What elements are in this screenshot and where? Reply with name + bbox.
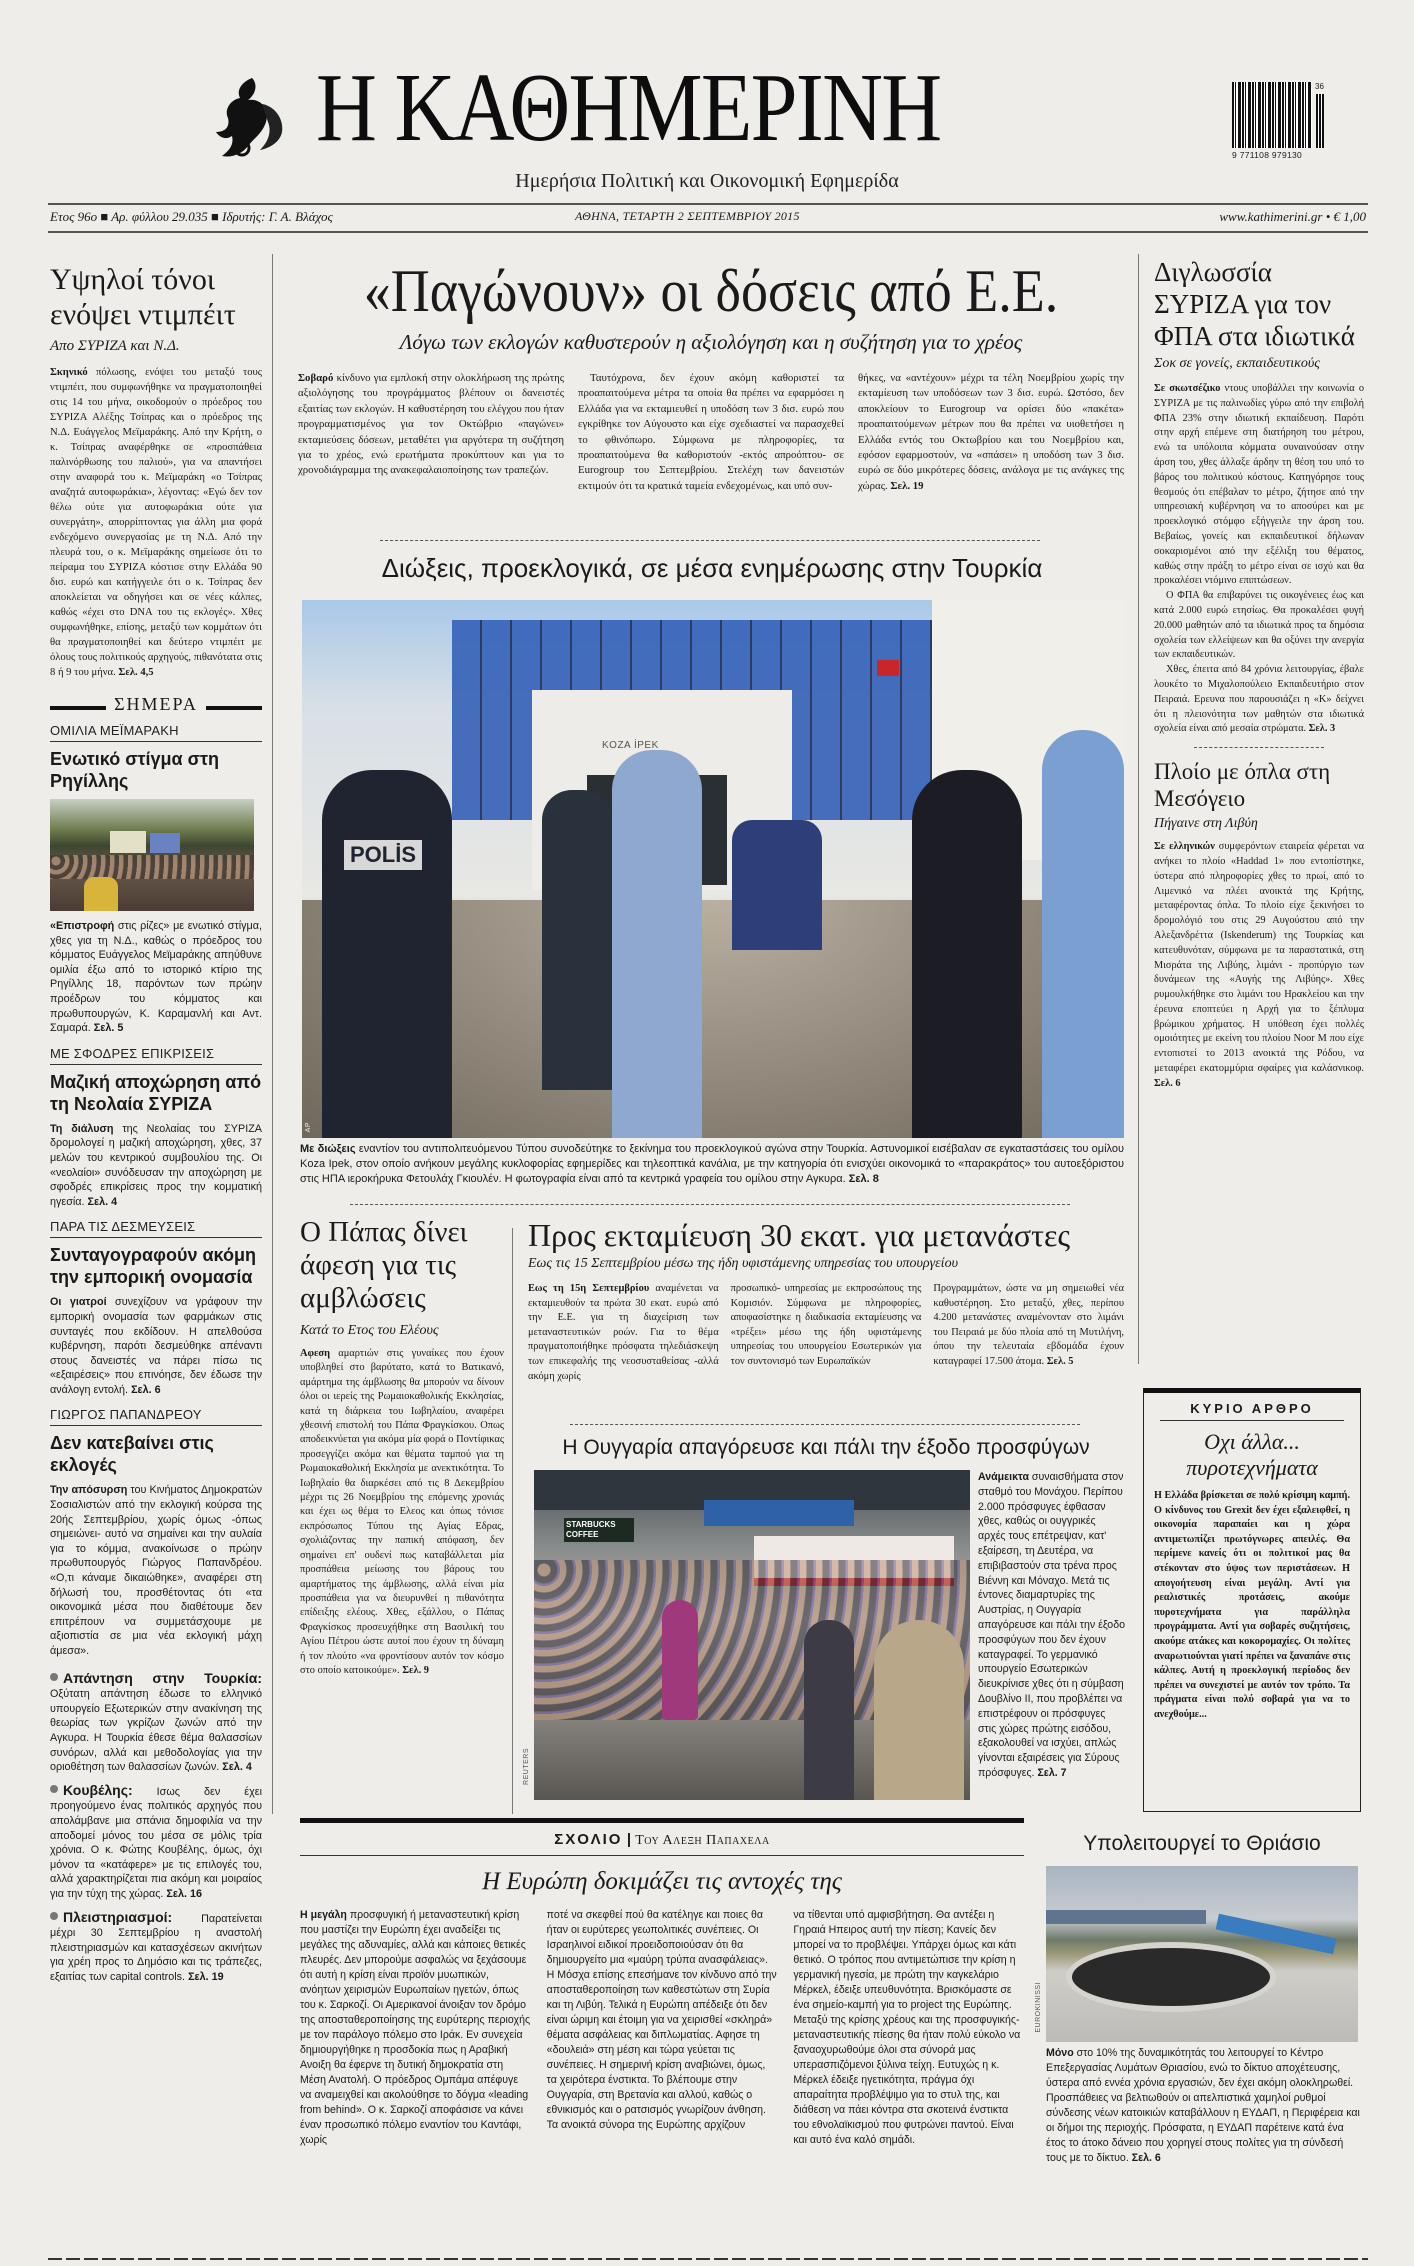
lead-word: «Επιστροφή	[50, 920, 115, 932]
today-item-body	[50, 1483, 262, 1658]
bullet-item	[50, 1783, 262, 1902]
today-item-body	[50, 919, 262, 1036]
comment-top-rule	[300, 1818, 1024, 1823]
lead-story-left	[50, 262, 262, 680]
hungary-body	[978, 1470, 1126, 1781]
today-title: ΣΗΜΕΡΑ	[114, 694, 198, 714]
info-bar-top-rule	[48, 203, 1368, 205]
migrants-divider	[570, 1424, 1080, 1425]
editorial-label: ΚΥΡΙΟ ΑΡΘΡΟ	[1160, 1401, 1344, 1421]
page-ref[interactable]: Σελ. 16	[166, 1887, 203, 1900]
migrants-story	[528, 1216, 1124, 1384]
man-dark-tshirt	[804, 1620, 854, 1800]
body-text: εναντίον του αντιπολιτευόμενου Τύπου συνοδεύτηκε το ξεκίνημα του προεκλογικού αγώνα στην Τουρκία. Αστυνομικοί εισέβαλαν σε εγκαταστάσεις του ομίλου Koza Ipek, στον οποίο ανήκουν μεγάλης κυκλοφορίας εφημερίδες και τηλεοπτικά κανάλια, με την κατηγορία ότι ενισχύει οικονομικά το «παρακράτος» του αυτοεξόριστου στις ΗΠΑ ιεροκήρυκα Φετουλάχ Γκιουλέν. Η φωτογραφία είναι από τα κεντρικά γραφεία του ομίλου στην Αγκυρα.	[300, 1143, 1124, 1185]
lead-word: Η μεγάλη	[300, 1909, 347, 1921]
bullet-title: Απάντηση στην Τουρκία:	[63, 1669, 262, 1686]
turkish-flag-icon	[877, 660, 899, 676]
column-rule-left	[272, 254, 273, 1814]
body-text: στο 10% της δυναμικότητάς του λειτουργεί το Κέντρο Επεξεργασίας Λυμάτων Θριασίου, ενώ το δίκτυο αποχέτευσης, ύστερα από εννέα χρόνια εργασιών, δεν έχει ακόμη ολοκληρωθεί. Προσπάθειες να βελτιωθούν οι απελπιστικά χαμηλοί ρυθμοί σύνδεσης νέων κατοικιών καταβάλλουν η ΕΥΔΑΠ, η Περιφέρεια και οι δήμοι της περιοχής. Πρόσφατα, η ΕΥΔΑΠ παρέτεινε κατά ένα έτος το άτοκο δάνειο που χορηγεί στους πολίτες για τη σύνδεσή τους με το δίκτυο.	[1046, 2047, 1360, 2164]
body-text: της Νεολαίας του ΣΥΡΙΖΑ δρομολογεί η μαζική αποχώρηση, χθες, 37 μελών του κεντρικού συμβουλίου της. Οι «νεολαίοι» συνόδευσαν την αποχώρηση με σφοδρές επικρίσεις προς την κομματική ηγεσία.	[50, 1122, 262, 1208]
lead-story-left-headline[interactable]: Υψηλοί τόνοι ενόψει ντιμπέιτ	[50, 263, 236, 331]
today-item	[50, 1407, 262, 1658]
today-item	[50, 723, 262, 1036]
comment-headline[interactable]: Η Ευρώπη δοκιμάζει τις αντοχές της	[482, 1868, 842, 1895]
comment-col-3	[793, 1908, 1024, 2148]
migrants-body	[528, 1282, 1124, 1384]
body-text: Οξύτατη απάντηση έδωσε το ελληνικό υπουργείο Εξωτερικών στην ανακίνηση της θεωρίας των γκρίζων ζωνών από την Αγκυρα. Η Τουρκία έθεσε θέμα θαλασσίων συνόρων, αλλά και μεθοδολογίας για την οριοθέτηση των θαλασσίων ζωνών.	[50, 1688, 262, 1774]
turkey-caption	[300, 1142, 1124, 1187]
polis-vest-label: POLİS	[344, 840, 422, 870]
body-text: του Κινήματος Δημοκρατών Σοσιαλιστών από την εκλογική κούρσα της 20ής Σεπτεμβρίου, χωρίς όμως -όπως σημειώνει- αυτό να σημαίνει και την αυλαία για το κόμμα, ανακοίνωσε ο πρώην πρωθυπουργός Γιώργος Παπανδρέου. «Ο,τι κάναμε δικαιώθηκε», αναφέρει στη δήλωσή του, προσθέτοντας ότι «τα οικονομικά μέσα που διαθέτουμε δεν επιτρέπουν να συμμετάσχουμε με αξιοπιστία σε μια νέα εκλογική μάχη άμεσα».	[50, 1484, 262, 1657]
body-text: ντους υποβάλλει την κοινωνία ο ΣΥΡΙΖΑ με τις παλινωδίες γύρω από την επιβολή ΦΠΑ 23% στην ιδιωτική εκπαίδευση. Παρότι στην αρχή επέμενε στη διατήρηση του μέτρου, ενώ τα υπόλοιπα κόμματα συναινούσαν στην άρση του, χθες άλλαξε άρδην τη θέση του υπό το βάρος του πολιτικού κόστους. Κατηγόρησε τους θεσμούς ότι επέβαλαν το μέτρο, ζήτησε από την υπηρεσιακή κυβέρνηση να το αποσύρει και με προεκλογικό στόμφο εξήγγειλε την άρση του. Βεβαίως, γονείς και εκπαιδευτικοί δήλωναν σοκαρισμένοι από την εξέλιξη του θέματος, καθώς στην πράξη το μέτρο είναι σε ισχύ και θα προκαλέσει ντόμινο επιπτώσεων.	[1154, 383, 1364, 587]
lead-story-left-subhead: Απο ΣΥΡΙΖΑ και Ν.Δ.	[50, 338, 180, 354]
separator-dot: •	[1325, 209, 1334, 224]
comment-label-rule	[300, 1855, 1024, 1856]
today-header-bar-left	[50, 706, 106, 710]
body-text: προσφυγική ή μεταναστευτική κρίση που μαστίζει την Ευρώπη έχει αναδείξει τις μεγάλες της αδυναμίες, αλλά και κάποιες θετικές πλευρές. Δεν μπορούμε ασφαλώς να ξεχάσουμε ότι αυτή η κρίση είναι προϊόν μυωπικών, ανόητων χειρισμών Ευρωπαίων ηγετών, όπως του κ. Σαρκοζί. Οι Αμερικανοί άνοιξαν τον δρόμο της αποσταθεροποίησης της ευρύτερης περιοχής με τον παράλογο πόλεμο στο Ιράκ. Εν συνεχεία δημιουργήθηκε η προσδοκία πως η Αραβική Ανοιξη θα έφερνε τη δυτική δημοκρατία στη Μέση Ανατολή. Ο πρόεδρος Ομπάμα απέφυγε να αναμειχθεί και ακολούθησε το δόγμα «leading from behind». Ο κ. Σαρκοζί αποφάσισε να κάνει έναν προσωπικό πόλεμο εναντίον του Καντάφι, χωρίς	[300, 1909, 531, 2146]
main-story-divider	[380, 540, 1040, 541]
body-text: Χθες, έπειτα από 84 χρόνια λειτουργίας, έβαλε λουκέτο το Μιχαλοπούλειο Εκπαιδευτήριο στον Πειραιά. Ερευνα που παρουσιάζει η «Κ» δείχνει ότι η πλειονότητα των μαθητών στα ιδιωτικά σχολεία είναι από μεσαία στρώματα.	[1154, 664, 1364, 735]
page-ref[interactable]: Σελ. 19	[188, 1970, 224, 1983]
ship-headline[interactable]: Πλοίο με όπλα στη Μεσόγειο	[1154, 759, 1331, 812]
vat-body-p2	[1154, 589, 1364, 663]
starbucks-sign: STARBUCKS COFFEE	[564, 1518, 634, 1542]
munich-photo-credit: REUTERS	[523, 1748, 530, 1785]
comment-label-row	[300, 1831, 1024, 1849]
vat-body-p1	[1154, 382, 1364, 589]
building-sign: KOZA İPEK	[602, 740, 659, 751]
pope-subhead: Κατά το Ετος του Ελέους	[300, 1323, 439, 1338]
today-header-bar-right	[206, 706, 262, 710]
page-ref[interactable]: Σελ. 4	[222, 1761, 252, 1774]
departure-board	[704, 1500, 854, 1526]
body-text: κίνδυνο για εμπλοκή στην ολοκλήρωση της πρώτης αξιολόγησης του προγράμματος βλέπουν οι δανειστές εξαιτίας των εκλογών. Η καθυστέρηση του ελέγχου που ήταν προγραμματισμένος για τον Οκτώβριο «παγώνει» εκταμιεύσεις δόσεων, μεταθέτει για αργότερα τη συζήτηση για το χρέος, ενώ ερωτήματα προκύπτουν και για το χρονοδιάγραμμα της ανακεφαλαιοποίησης των τραπεζών.	[298, 372, 564, 477]
editorial-body: Η Ελλάδα βρίσκεται σε πολύ κρίσιμη καμπή. Ο κίνδυνος του Grexit δεν έχει εξαλειφθεί, η οικονομία παραπαίει και η χώρα αντιμετωπίζει πρωτόγνωρες απειλές. Θα περίμενε κανείς ότι οι πολιτικοί μας θα στέκονταν στο ύψος των περιστάσεων. Η απογοήτευση είναι μεγάλη. Αντί για ρεαλιστικές προτάσεις, ακούμε πυροτεχνήματα για παράλληλα προγράμματα. Αντί για σοβαρές συζητήσεις, ακούμε ατάκες και κοκορομαχίες. Οι πολίτες αναρωτιούνται γιατί πρέπει να ξαναπάνε στις κάλπες. Αυτή η προεκλογική περίοδος δεν πρέπει να συνεχιστεί με αυτόν τον τρόπο. Τα πράγματα είναι πολύ σοβαρά για να το ανεχθούμε...	[1154, 1490, 1350, 1720]
main-story-col-1	[298, 371, 564, 494]
lead-word: Οι γιατροί	[50, 1296, 107, 1309]
body-text: Προγραμμάτων, ώστε να μη σημειωθεί νέα καθυστέρηση. Στο μεταξύ, χθες, περίπου 4.200 μετανάστες αναμένονταν στο λιμάνι του Πειραιά με δύο πλοία από τη Μυτιλήνη, όπου την τελευταία εβδομάδα έχουν καταγραφεί 17.500 άτομα.	[933, 1283, 1125, 1367]
woman-pink-coat	[662, 1600, 698, 1720]
suited-men	[732, 820, 822, 950]
migrants-col-2	[731, 1282, 922, 1384]
bullet-title: Κουβέλης:	[63, 1781, 133, 1798]
turkey-headline[interactable]: Διώξεις, προεκλογικά, σε μέσα ενημέρωσης στην Τουρκία	[381, 553, 1043, 583]
today-item-headline[interactable]: Συνταγογραφούν ακόμη την εμπορική ονομασία	[50, 1245, 256, 1288]
body-text: Ισως δεν έχει προηγούμενο ένας πολιτικός αρχηγός που απολάμβανε μια σπάνια δημοφιλία να την αποδομεί μόνος του μέσα σε μόλις τρία χρόνια. Ο κ. Φώτης Κουβέλης, όμως, όχι μόνον τα «κατάφερε» με τις επιλογές του, αλλά χαρακτηρίζεται πια ακόμη και μοιραίος για την τύχη της χώρας.	[50, 1785, 262, 1900]
bullet-item	[50, 1671, 262, 1775]
thriasio-plant-photo	[1046, 1866, 1358, 2042]
police-officer-2	[542, 790, 612, 1090]
comment-body	[300, 1908, 1024, 2148]
page-ref[interactable]: Σελ. 5	[93, 1022, 124, 1035]
page-ref[interactable]: Σελ. 5	[1046, 1355, 1074, 1367]
comment-author[interactable]: Του Αλεξη Παπαχελα	[635, 1833, 770, 1848]
page-ref[interactable]: Σελ. 19	[890, 479, 924, 492]
lead-word: Εως τη 15η Σεπτεμβρίου	[528, 1283, 650, 1294]
barcode-issue: 36	[1315, 82, 1324, 91]
main-headline[interactable]: «Παγώνουν» οι δόσεις από Ε.Ε.	[363, 258, 1059, 324]
today-item-body	[50, 1295, 262, 1397]
pope-story	[300, 1216, 504, 1678]
migrants-headline[interactable]: Προς εκταμίευση 30 εκατ. για μετανάστες	[528, 1217, 1071, 1253]
vat-subhead: Σοκ σε γονείς, εκπαιδευτικούς	[1154, 356, 1320, 371]
today-item	[50, 1046, 262, 1210]
main-story-col-3	[858, 371, 1124, 494]
barcode-number: 9 771108 979130	[1232, 150, 1303, 160]
turkey-divider	[350, 1204, 1070, 1205]
lead-word: Με διώξεις	[300, 1143, 356, 1155]
sea	[1046, 1910, 1206, 1924]
police-officer-1	[322, 770, 452, 1138]
masthead	[0, 0, 1414, 240]
today-item-headline[interactable]: Δεν κατεβαίνει στις εκλογές	[50, 1433, 214, 1476]
ship-subhead: Πήγαινε στη Λιβύη	[1154, 816, 1258, 832]
crowd	[50, 855, 254, 879]
body-text: να τίθενται υπό αμφισβήτηση. Θα αντέξει η Γηραιά Ηπειρος αυτή την πίεση; Κανείς δεν μπορεί να το προβλέψει. Υπάρχει όμως και κάτι θετικό. Ο τρόπος που αντιμετώπισε την κρίση η γερμανική ηγεσία, με πρώτη την καγκελάριο Μέρκελ, έδειξε υπευθυνότητα. Βρισκόμαστε σε ένα σημείο-καμπή για το project της Ευρώπης. Μεταξύ της κρίσης χρέους και της προσφυγικής-μεταναστευτικής πίεσης θα ήταν πολύ εύκολο να ξαναοχυρωθούμε όλοι στα σύνορά μας υπερασπιζόμενοι ξύλινα τείχη. Ευτυχώς η κ. Μέρκελ έδειξε ηγετικότητα, πράγμα όχι απαραίτητα προβλέψιμο για το στυλ της, και διάθεση να πάει κόντρα στα σκοτεινά ένστικτα του εθνολαϊκισμού που φυτρώνει παντού. Είναι και αυτό ένα καλό σημάδι.	[793, 1909, 1021, 2146]
comment-col-2	[547, 1908, 778, 2148]
today-item-body	[50, 1122, 262, 1210]
today-section	[50, 694, 262, 1984]
body-text: ποτέ να σκεφθεί πού θα κατέληγε και ποιες θα ήταν οι ευρύτερες γεωπολιτικές συνέπειες. Οι Ισραηλινοί ειδικοί προειδοποιούσαν ότι θα δημιουργείτο μια «μαύρη τρύπα ανασφάλειας». Η Μόσχα επίσης επεσήμανε τον κίνδυνο από την αποσταθεροποίηση των καθεστώτων στη Συρία και τη Λιβύη. Τελικά η Ευρώπη απέδειξε ότι δεν είναι ώριμη και έτοιμη για να χειρισθεί «σκληρά» θέματα ασφάλειας και διπλωματίας. Αφησε τη «δουλειά» στη μέση και τώρα γεύεται τις συνέπειες. Η σημερινή κρίση αναβιώνει, όμως, τα χειρότερα ένστικτα. Το βλέπουμε στην Ουγγαρία, στη Βρετανία και αλλού, καθώς ο εθνικισμός και ο ρατσισμός γνωρίζουν άνθηση. Τα ανοικτά σύνορα της Ευρώπης αρχίζουν	[546, 1909, 777, 2131]
left-column	[50, 262, 262, 1992]
photo-credit: AP	[305, 1121, 312, 1132]
editorial-box	[1143, 1388, 1361, 1812]
today-item-kicker: ΟΜΙΛΙΑ ΜΕΪΜΑΡΑΚΗ	[50, 723, 262, 742]
bullet-dot-icon	[50, 1785, 58, 1793]
barcode-addon-bars-icon	[1316, 94, 1324, 148]
editorial-headline[interactable]: Οχι άλλα... πυροτεχνήματα	[1186, 1429, 1318, 1480]
page-ref[interactable]: Σελ. 6	[1154, 1077, 1181, 1089]
website[interactable]: www.kathimerini.gr	[1219, 209, 1323, 224]
lead-word: Ανάμεικτα	[978, 1471, 1029, 1483]
yellow-shirt-man	[84, 877, 118, 911]
lead-story-left-body	[50, 365, 262, 680]
vat-story	[1154, 256, 1364, 737]
turkey-raid-photo	[302, 600, 1124, 1138]
page-ref[interactable]: Σελ. 7	[1037, 1766, 1067, 1779]
lead-word: Αφεση	[300, 1348, 330, 1359]
vat-headline[interactable]: Διγλωσσία ΣΥΡΙΖΑ για τον ΦΠΑ στα ιδιωτικά	[1154, 257, 1355, 351]
today-item	[50, 1219, 262, 1397]
comment-label: ΣΧΟΛΙΟ	[554, 1831, 623, 1848]
griffin-logo-icon	[212, 74, 292, 160]
ship-story	[1154, 758, 1364, 1092]
info-bar-bottom-rule	[48, 231, 1368, 233]
ship-body	[1154, 840, 1364, 1092]
today-item-headline[interactable]: Μαζική αποχώρηση από τη Νεολαία ΣΥΡΙΖΑ	[50, 1071, 262, 1114]
hungary-headline[interactable]: Η Ουγγαρία απαγόρευσε και πάλι την έξοδο προσφύγων	[562, 1436, 1090, 1459]
pope-body	[300, 1347, 504, 1678]
man-blue-shirt	[1042, 730, 1124, 1138]
bullet-dot-icon	[50, 1912, 58, 1920]
body-text: αμαρτιών στις γυναίκες που έχουν υποβληθεί στο βαρύτατο, κατά το Βατικανό, αμάρτημα της άμβλωσης θα μπορούν να δίνουν όλοι οι ιερείς της Ρωμαιοκαθολικής Εκκλησίας, κατά τη διάρκεια του Ιωβηλαίου, αναφέρει χθεσινή επιστολή του Πάπα Φραγκίσκου. Οπως αποδεικνύεται για ακόμα μία φορά ο Ποντίφικας προσεγγίζει ακόμα και θέματα ταμπού για τη Ρωμαιοκαθολική Εκκλησία με ανεκτικότητα. Το Ιωβηλαίο θα διαρκέσει από τις 8 Δεκεμβρίου μέχρι τις 26 Νοεμβρίου της επόμενης χρονιάς και έχει ως θέμα το Ελεος και όπως τόνισε εκπρόσωπος Τύπου της Αγίας Εδρας, σχολιάζοντας την παπική απόφαση, δεν σημαίνει επ' ουδενί πως καταβάλλεται μία προσπάθεια μείωσης του βάρους του αμαρτήματος της άμβλωσης, αλλά είναι μία προσπάθεια για να διευρυνθεί η πιθανότητα επίδειξης ελέους. Χθες, εξάλλου, ο Πάπας Φραγκίσκος προσευχήθηκε στη Βασιλική του Αγίου Πέτρου ώστε αυτοί που έχουν τη δύναμη ή τον πλούτο «να φροντίσουν αυτόν τον κόσμο στο οποίο κατοικούμε».	[300, 1348, 504, 1676]
date-line: ΑΘΗΝΑ, ΤΕΤΑΡΤΗ 2 ΣΕΠΤΕΜΒΡΙΟΥ 2015	[575, 209, 800, 223]
right-column	[1154, 256, 1364, 1092]
page-ref[interactable]: Σελ. 6	[131, 1383, 161, 1396]
page-ref[interactable]: Σελ. 3	[1308, 723, 1336, 735]
body-text: αναμένεται να εκταμιευθούν τα πρώτα 30 εκατ. ευρώ από την Ε.Ε. για τη διαχείριση των μεταναστευτικών ροών. Για το θέμα πραγματοποιήθηκε πρόσφατα τηλεδιάσκεψη των επικεφαλής της νεοσυσταθείσας -αλλά ακόμη χωρίς	[528, 1283, 719, 1382]
body-text: πόλωσης, ενόψει του μεταξύ τους ντιμπέιτ, που συμφωνήθηκε να πραγματοποιηθεί στις 14 του μήνα, οικοδομούν ο πρόεδρος του ΣΥΡΙΖΑ Αλέξης Τσίπρας και ο πρόεδρος της Ν.Δ. Ευάγγελος Μεϊμαράκης. Από την Κρήτη, ο κ. Τσίπρας αναφέρθηκε σε «προσπάθεια παλινόρθωσης του παλιού», για να απαντήσει στην αναφορά του κ. Μεϊμαράκη «ο Τσίπρας αναζητά αυτοφωράκια», λέγοντας: «Εγώ δεν τον θέλω ούτε για αυτοφωράκια ούτε για συνεργάτη», απορρίπτοντας για άλλη μια φορά ενδεχόμενο συνεργασίας με τη Ν.Δ. Από την πλευρά του, ο κ. Μεϊμαράκης σημείωσε ότι το πείραμα του ΣΥΡΙΖΑ κόστισε στην Ελλάδα 90 δισ. ευρώ και κατήγγειλε ότι ο κ. Τσίπρας δεν αποκλείεται να οδηγήσει και σε νέες κάλπες, καθώς «έχει στο DNA του τις εκλογές». Χθες συμφωνήθηκε, επίσης, μεταξύ των κομμάτων ότι θα πραγματοποιηθεί και δεύτερο ντιμπέιτ με όλους τους πολιτικούς αρχηγούς, πιθανότατα στις 8 ή 9 του μήνα.	[50, 367, 262, 678]
issue-info: Ετος 96ο ■ Αρ. φύλλου 29.035 ■ Ιδρυτής: Γ. Α. Βλάχος	[50, 209, 333, 224]
thriasio-body	[1046, 2046, 1360, 2166]
body-text: Παρατείνεται μέχρι 30 Σεπτεμβρίου η αναστολή πλειστηριασμών και κατασχέσεων ακινήτων για χρέη προς το Δημόσιο και τις τράπεζες, εξαιτίας των capital controls.	[50, 1912, 262, 1983]
stage-screen-2	[150, 833, 180, 853]
today-item-kicker: ΓΙΩΡΓΟΣ ΠΑΠΑΝΔΡΕΟΥ	[50, 1407, 262, 1426]
migrants-subhead: Εως τις 15 Σεπτεμβρίου μέσω της ήδη υφιστάμενης υπηρεσίας του υπουργείου	[528, 1256, 959, 1271]
barcode	[1232, 82, 1332, 166]
page-ref[interactable]: Σελ. 6	[1131, 2152, 1161, 2164]
page-ref[interactable]: Σελ. 8	[848, 1173, 879, 1185]
migrants-col-1	[528, 1282, 719, 1384]
bullet-dot-icon	[50, 1673, 58, 1681]
migrants-col-3	[933, 1282, 1124, 1384]
comment-label-separator: |	[626, 1831, 636, 1848]
lead-word: Τη διάλυση	[50, 1122, 114, 1135]
clarifier-tank	[1066, 1942, 1276, 2012]
munich-station-photo	[534, 1470, 970, 1800]
main-story	[298, 256, 1124, 494]
body-text: Ταυτόχρονα, δεν έχουν ακόμη καθοριστεί τα προαπαιτούμενα μέτρα τα οποία θα πρέπει να εφαρμόσει η Ελλάδα για να εκταμιευθεί η υποδόση των 3 δισ. ευρώ που εγκρίθηκε τον Αύγουστο και είχε σχεδιαστεί να παρασχεθεί το φθινόπωρο. Σύμφωνα με πληροφορίες, τα προαπαιτούμενα θα καθοριστούν -εκτός απροόπτου- σε Eurogroup του Σεπτεμβρίου. Στελέχη των δανειστών εκτιμούν ότι τα κρατικά ταμεία ενδεχομένως, και υπό συν-	[578, 372, 844, 492]
newspaper-subtitle: Ημερήσια Πολιτική και Οικονομική Εφημερίδα	[515, 170, 899, 192]
price: € 1,00	[1333, 209, 1366, 224]
main-story-col-2	[578, 371, 844, 494]
bullet-item	[50, 1910, 262, 1985]
column-rule-pope	[512, 1228, 513, 1814]
vat-body-p3	[1154, 663, 1364, 737]
lead-word: Σε ελληνικών	[1154, 841, 1215, 853]
bottom-rule	[48, 2258, 1368, 2260]
body-text: Ο ΦΠΑ θα επιβαρύνει τις οικογένειες έως και κατά 2.000 ευρώ ετησίως. Θα προκαλέσει φυγή 20.000 μαθητών από τα ιδιωτικά προς τα δημόσια σχολεία των ελλείψεων και θα οξύνει την ανεργία των εκπαιδευτικών.	[1154, 590, 1364, 661]
main-story-body	[298, 371, 1124, 494]
today-item-headline[interactable]: Ενωτικό στίγμα στη Ρηγίλλης	[50, 749, 219, 791]
newspaper-title: Η ΚΑΘΗΜΕΡΙΝΗ	[316, 54, 941, 162]
pope-headline[interactable]: Ο Πάπας δίνει άφεση για τις αμβλώσεις	[300, 1216, 468, 1314]
right-divider	[1194, 747, 1324, 748]
thriasio-photo-credit: EUROKINISSI	[1035, 1982, 1042, 2033]
body-text: προσωπικό- υπηρεσίας με εκπροσώπους της Κομισιόν. Σύμφωνα με πληροφορίες, αποφασίστηκε η διαδικασία εκταμίευσης να «τρέξει» μέσω της ήδη υφιστάμενης υπηρεσίας του υπουργείου Εσωτερικών για τον συντονισμό των Ευρωπαϊκών	[730, 1283, 922, 1367]
main-subhead: Λόγω των εκλογών καθυστερούν η αξιολόγηση και η συζήτηση για το χρέος	[399, 330, 1023, 354]
rigillis-rally-photo	[50, 799, 254, 911]
body-text: συμφερόντων εταιρεία φέρεται να ανήκει το πλοίο «Haddad 1» που εντοπίστηκε, ύστερα από πληροφορίες χθες το πρωί, από το Λιμενικό να πλέει ανοικτά της Κρήτης, μεταφέροντας όπλα. Το πλοίο είχε ξεκινήσει το δρομολόγιό του στις 29 Αυγούστου από την Αλεξανδρέττα (Iskenderum) της Τουρκίας και κατευθυνόταν, σύμφωνα με τα παραστατικά, στη Μισράτα της Λιβύης, λιμάνι - προπύργιο των δυνάμεων της «Αυγής της Λιβύης». Χθες ρυμουλκήθηκε στο λιμάνι του Ηρακλείου και την έρευνα εποπτεύει η Αρχή για το ξέπλυμα βρώμικου χρήματος. Η υπόθεση έχει πολλές ομοιότητες με εκείνη του πλοίου Noor M που είχε εντοπιστεί το 2013 ανοικτά της Ρόδου, να μεταφέρει εκατομμύρια σφαίρες για καλάσνικοφ.	[1154, 841, 1364, 1075]
woman-headscarf	[874, 1620, 964, 1800]
body-text: στις ρίζες» με ενωτικό στίγμα, χθες για τη Ν.Δ., καθώς ο πρόεδρος του κόμματος Ευάγγελος Μεϊμαράκης απηύθυνε ομιλία έξω από το ιστορικό κτίριο της Ρηγίλλης 18, παρόντων των πρώην προέδρων του κόμματος και πρωθυπουργών, Κ. Καραμανλή και Αντ. Σαμαρά.	[50, 920, 262, 1035]
bullets	[50, 1671, 262, 1985]
thriasio-headline[interactable]: Υπολειτουργεί το Θριάσιο	[1083, 1832, 1321, 1855]
lead-word: Μόνο	[1046, 2047, 1074, 2059]
page-ref[interactable]: Σελ. 4	[87, 1195, 118, 1208]
page-ref[interactable]: Σελ. 4,5	[118, 667, 154, 678]
today-header	[50, 694, 262, 715]
column-rule-right	[1138, 254, 1139, 1364]
barcode-bars-icon	[1232, 82, 1312, 148]
comment-col-1	[300, 1908, 531, 2148]
comment-section	[300, 1818, 1024, 2148]
lead-word: Σοβαρό	[298, 372, 334, 384]
lead-word: Σε σκωτσέζικο	[1154, 383, 1221, 394]
police-officer-3	[612, 750, 702, 1138]
bullet-title: Πλειστηριασμοί:	[63, 1908, 173, 1925]
lead-word: Την απόσυρση	[50, 1484, 128, 1497]
price-line	[1110, 209, 1366, 225]
today-item-kicker: ΜΕ ΣΦΟΔΡΕΣ ΕΠΙΚΡΙΣΕΙΣ	[50, 1046, 262, 1065]
page-ref[interactable]: Σελ. 9	[402, 1664, 429, 1676]
body-text: συναισθήματα στον σταθμό του Μονάχου. Περίπου 2.000 πρόσφυγες έφθασαν χθες, καθώς οι ουγγρικές αρχές τους επέτρεψαν, κατ' εξαίρεση, τη Δευτέρα, να επιβιβαστούν στα τρένα προς Βιέννη και Μόναχο. Μετά τις έντονες διαμαρτυρίες της Αυστρίας, η Ουγγαρία απαγόρευσε και πάλι την έξοδο προσφύγων που δεν έχουν καταγραφεί. Το γερμανικό υπουργείο Εσωτερικών διευκρίνισε χθες ότι η σύμβαση Δουβλίνο ΙΙ, που προβλέπει να επιστρέφουν οι πρόσφυγες στις χώρες πρώτης εισόδου, εξακολουθεί να ισχύει, απλώς γίνονται εξαιρέσεις για Σύρους πρόσφυγες.	[978, 1471, 1125, 1779]
body-text: συνεχίζουν να γράφουν την εμπορική ονομασία των φαρμάκων στις συνταγές που εκδίδουν. Η απελθούσα κυβέρνηση, παρότι δεσμεύθηκε απέναντι στους δανειστές να πάρει πίσω τις «εξαιρέσεις» που επινόησε, δεν έδωσε την ανάλογη εντολή.	[50, 1296, 262, 1396]
lead-word: Σκηνικό	[50, 367, 88, 378]
stage-screen	[110, 831, 146, 853]
body-text: θήκες, να «αντέχουν» μέχρι τα τέλη Νοεμβρίου χωρίς την εκταμίευση των υποδόσεων των 3 δισ. ευρώ. Ωστόσο, δεν αποκλείουν το Eurogroup να ορίσει δύο «πακέτα» προαπαιτούμενων μέτρων που θα πρέπει να υιοθετήσει η Ελλάδα εντός του Οκτωβρίου και του Νοεμβρίου και, εφόσον εφαρμοστούν, να «σπάσει» η υποδόση των 3 δισ. ευρώ σε δύο μικρότερες δόσεις, ανάλογα με τις ανάγκες της χώρας.	[858, 372, 1124, 492]
today-item-kicker: ΠΑΡΑ ΤΙΣ ΔΕΣΜΕΥΣΕΙΣ	[50, 1219, 262, 1238]
man-in-suit	[912, 770, 1022, 1138]
